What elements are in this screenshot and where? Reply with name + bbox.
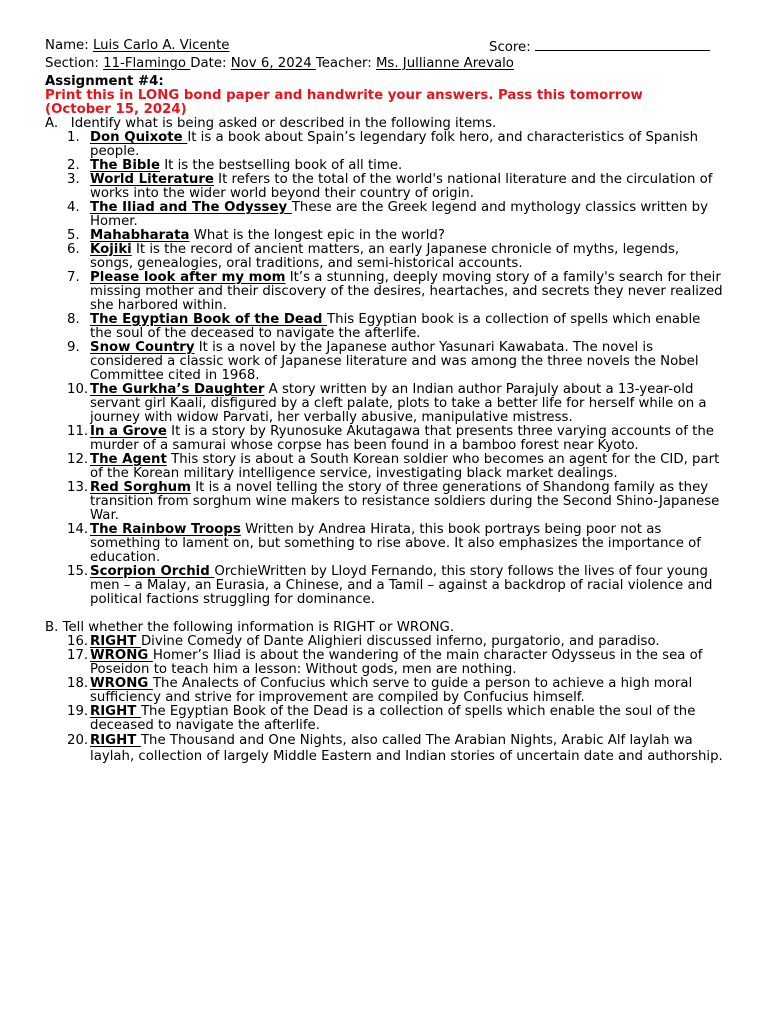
- list-item: [45, 341, 725, 383]
- item-answer: The Agent: [90, 452, 167, 467]
- item-text: Written by Andrea Hirata, this book portrays being poor not as something to lament on, but something to rise above. It also emphasizes the importance of education.: [90, 522, 701, 565]
- section-label: Section:: [45, 56, 99, 71]
- item-text: A story written by an Indian author Parajuly about a 13-year-old servant girl Kaali, disfigured by a cleft palate, plots to take a better life for herself while on a journey with widow Parvati, her verbally abusive, manipulative mistress.: [90, 382, 707, 425]
- score-label: Score:: [489, 40, 531, 55]
- item-answer: RIGHT: [90, 704, 141, 719]
- item-number: 1.: [67, 130, 80, 145]
- name-label: Name:: [45, 38, 89, 53]
- item-answer: The Iliad and The Odyssey: [90, 200, 292, 215]
- item-text: The Thousand and One Nights, also called The Arabian Nights, Arabic Alf laylah wa laylah, collection of largely Middle Eastern and Indian stories of uncertain date and authorship.: [90, 733, 723, 764]
- item-number: 9.: [67, 340, 80, 355]
- item-answer: The Gurkha’s Daughter: [90, 382, 265, 397]
- item-number: 13.: [67, 480, 89, 495]
- item-text: These are the Greek legend and mythology classics written by Homer.: [90, 200, 708, 229]
- item-text: It is a book about Spain’s legendary folk hero, and characteristics of Spanish people.: [90, 130, 699, 159]
- date-value: Nov 6, 2024: [230, 56, 316, 71]
- item-answer: WRONG: [90, 648, 153, 663]
- list-item: [45, 383, 725, 425]
- section-a-heading: [45, 117, 725, 131]
- list-item: [45, 229, 725, 243]
- list-item: [45, 201, 725, 229]
- item-text: Divine Comedy of Dante Alighieri discussed inferno, purgatorio, and paradiso.: [140, 634, 660, 649]
- item-number: 19.: [67, 704, 89, 719]
- instructions: Print this in LONG bond paper and handwrite your answers. Pass this tomorrow (October 15, 2024): [45, 88, 643, 117]
- item-text: The Analects of Confucius which serve to guide a person to achieve a high moral sufficiency and strive for improvement are compiled by Confucius himself.: [90, 676, 693, 705]
- item-text: The Egyptian Book of the Dead is a collection of spells which enable the soul of the deceased to navigate the afterlife.: [90, 704, 696, 733]
- item-answer: In a Grove: [90, 424, 167, 439]
- item-number: 20.: [67, 733, 89, 748]
- item-text: This story is about a South Korean soldier who becomes an agent for the CID, part of the Korean military intelligence service, investigating black market dealings.: [90, 452, 720, 481]
- section-b: [45, 621, 725, 765]
- list-item: [45, 313, 725, 341]
- item-number: 18.: [67, 676, 89, 691]
- item-text: It is a novel by the Japanese author Yasunari Kawabata. The novel is considered a classic work of Japanese literature and was among the three novels the Nobel Committee cited in 1968.: [90, 340, 699, 383]
- assignment-title: Assignment #4:: [45, 74, 164, 89]
- item-number: 6.: [67, 242, 80, 257]
- list-item: [45, 131, 725, 159]
- item-number: 3.: [67, 172, 80, 187]
- item-number: 16.: [67, 634, 89, 649]
- item-answer: Don Quixote: [90, 130, 188, 145]
- list-item: [45, 677, 725, 705]
- list-item: [45, 243, 725, 271]
- list-item: [45, 425, 725, 453]
- item-number: 17.: [67, 648, 89, 663]
- item-answer: Mahabharata: [90, 228, 190, 243]
- item-answer: RIGHT: [90, 733, 141, 748]
- list-item: [45, 173, 725, 201]
- item-number: 11.: [67, 424, 89, 439]
- item-number: 12.: [67, 452, 89, 467]
- item-answer: The Egyptian Book of the Dead: [90, 312, 328, 327]
- list-item: [45, 481, 725, 523]
- list-item: [45, 705, 725, 733]
- section-line: [45, 57, 514, 71]
- section-a-list: [45, 131, 725, 607]
- section-b-heading: B. Tell whether the following information is RIGHT or WRONG.: [45, 620, 455, 635]
- item-text: It is a story by Ryunosuke Akutagawa that presents three varying accounts of the murder of a samurai whose corpse has been found in a bamboo forest near Kyoto.: [90, 424, 714, 453]
- item-text: This Egyptian book is a collection of spells which enable the soul of the deceased to navigate the afterlife.: [90, 312, 701, 341]
- item-answer: Please look after my mom: [90, 270, 286, 285]
- section-b-list: [45, 635, 725, 765]
- item-number: 8.: [67, 312, 80, 327]
- teacher-value: Ms. Jullianne Arevalo: [375, 56, 514, 71]
- item-number: 4.: [67, 200, 80, 215]
- item-answer: Kojiki: [90, 242, 132, 257]
- list-item: [45, 271, 725, 313]
- item-text: It’s a stunning, deeply moving story of a family's search for their missing mother and their discovery of the desires, heartaches, and secrets they never realized she harbored within.: [90, 270, 723, 313]
- item-answer: The Rainbow Troops: [90, 522, 241, 537]
- item-answer: Snow Country: [90, 340, 195, 355]
- item-number: 15.: [67, 564, 89, 579]
- item-text: It refers to the total of the world's national literature and the circulation of works into the wider world beyond their country of origin.: [90, 172, 713, 201]
- item-number: 2.: [67, 158, 80, 173]
- item-text: OrchieWritten by Lloyd Fernando, this story follows the lives of four young men – a Malay, an Eurasia, a Chinese, and a Tamil – against a backdrop of racial violence and political factions struggling for dominance.: [90, 564, 713, 607]
- item-number: 14.: [67, 522, 89, 537]
- list-item: [45, 635, 725, 649]
- item-answer: RIGHT: [90, 634, 141, 649]
- list-item: [45, 159, 725, 173]
- student-name: Luis Carlo A. Vicente: [92, 38, 230, 53]
- list-item: [45, 523, 725, 565]
- item-text: It is the bestselling book of all time.: [159, 158, 403, 173]
- list-item: [45, 649, 725, 677]
- date-label: Date:: [190, 56, 227, 71]
- item-answer: The Bible: [90, 158, 160, 173]
- list-item: [45, 453, 725, 481]
- score-blank: [535, 39, 710, 51]
- name-line: [45, 39, 230, 53]
- section-a: [45, 117, 725, 607]
- score-line: [489, 39, 710, 55]
- section-a-label: A.: [45, 116, 59, 131]
- item-answer: Scorpion Orchid: [90, 564, 215, 579]
- list-item: [45, 565, 725, 607]
- section-a-heading-text: Identify what is being asked or described in the following items.: [70, 116, 497, 131]
- item-answer: World Literature: [90, 172, 214, 187]
- section-value: 11-Flamingo: [103, 56, 191, 71]
- list-item: [45, 733, 725, 765]
- item-text: Homer’s Iliad is about the wandering of the main character Odysseus in the sea of Poseidon to teach him a lesson: Without gods, men are nothing.: [90, 648, 703, 677]
- item-text: What is the longest epic in the world?: [189, 228, 445, 243]
- item-number: 7.: [67, 270, 80, 285]
- item-number: 5.: [67, 228, 80, 243]
- teacher-label: Teacher:: [315, 56, 372, 71]
- item-answer: WRONG: [90, 676, 153, 691]
- item-text: It is the record of ancient matters, an early Japanese chronicle of myths, legends, songs, genealogies, oral traditions, and semi-historical accounts.: [90, 242, 680, 271]
- item-number: 10.: [67, 382, 89, 397]
- item-answer: Red Sorghum: [90, 480, 191, 495]
- item-text: It is a novel telling the story of three generations of Shandong family as they transition from sorghum wine makers to resistance soldiers during the Second Shino-Japanese War.: [90, 480, 720, 523]
